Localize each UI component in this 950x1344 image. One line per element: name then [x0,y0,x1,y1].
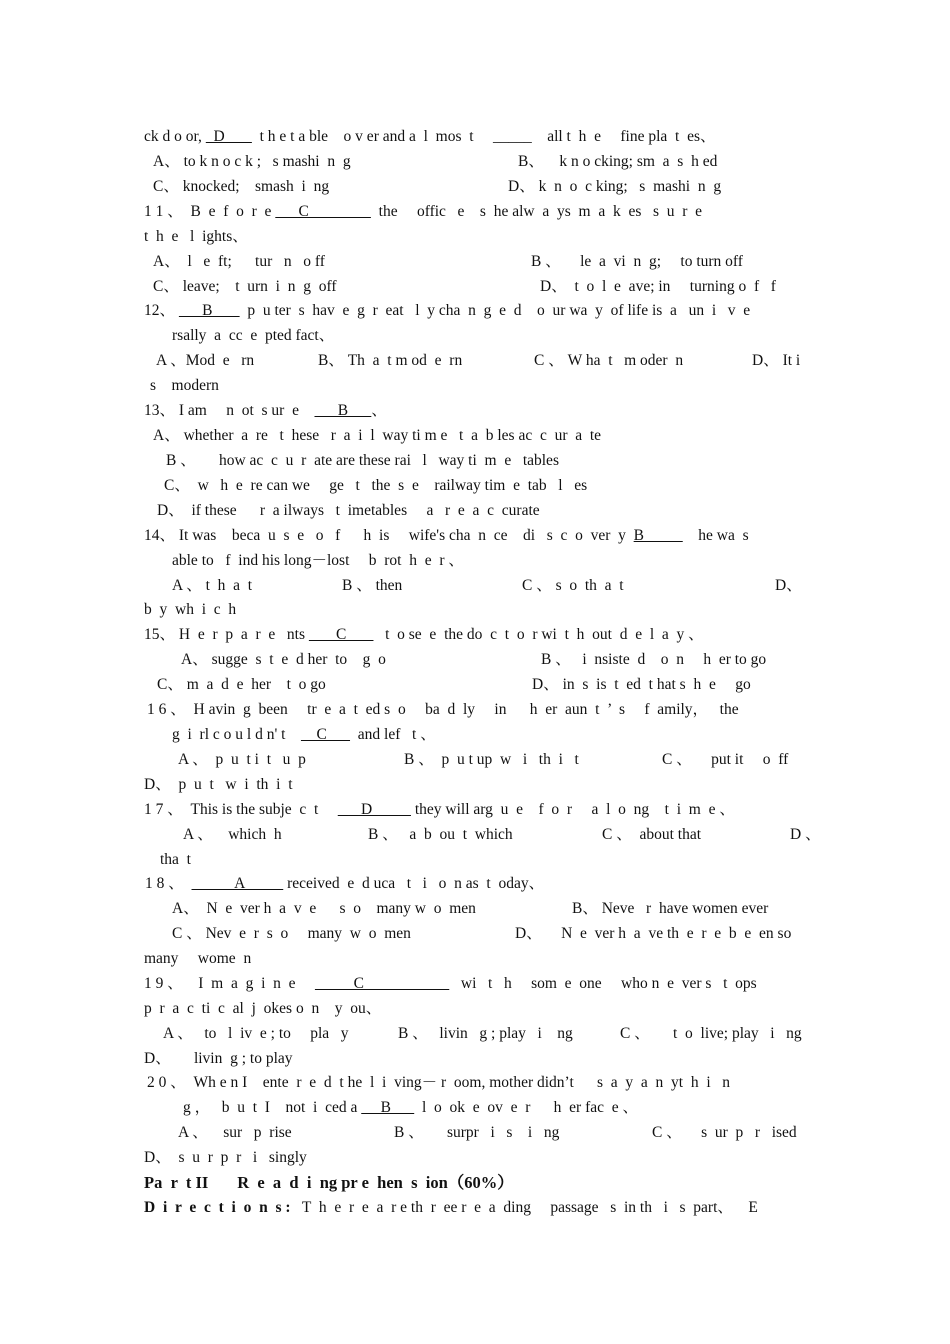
option-a: A、 N e ver h a v e s o many w o men [172,900,476,917]
option-a: A 、Mod e rn [156,352,255,369]
question-15: 15、 H e r p a r e nts C t o se e the do c t o r wi t h out d e l a y 、 [144,626,704,643]
option-d-cont: b y wh i c h [144,601,237,618]
option-b: B 、 livin g ; play i ng [398,1025,573,1042]
option-c: C 、 s o th a t [522,577,624,594]
option-d-cont: s modern [150,377,219,394]
option-d: D、 if these r a ilways t imetables a r e a c curate [157,502,540,519]
answer-blank: C [308,626,374,643]
option-c: C、 m a d e her t o go [157,676,326,693]
option-d: D、 It i [752,352,801,369]
option-d: D、 N e ver h a ve th e r e b e en so [515,925,792,942]
option-c: C 、 about that [602,826,702,843]
question-20-cont: g ， b u t I not i ced a B l o ok e ov e r h er fac e 、 [183,1099,639,1116]
option-d: D、 k n o c king; s mashi n g [508,178,722,195]
question-17: 1 7 、 This is the subje c t D they will arg u e f o r a l o ng t i m e 、 [144,801,735,818]
option-c: C、 w h e re can we ge t the s e railway tim e tab l es [164,477,588,494]
question-19-cont: p r a c ti c al j okes o n y ou、 [144,1000,382,1017]
question-16-cont: g i rl c o u l d n' t C and lef t 、 [172,726,436,743]
answer-blank: A [191,875,284,892]
question-12-cont: rsally a cc e pted fact、 [172,327,335,344]
option-b: B 、 a b ou t which [368,826,513,843]
option-d: D、 p u t w i th i t [144,776,293,793]
option-a: A 、 p u t i t u p [178,751,306,768]
question-12: 12、 B p u ter s hav e g r eat l y cha n g e d o ur wa y of life is a un i v e [144,302,751,319]
option-d: D、 t o l e ave; in turning o f f [540,278,776,295]
answer-blank: D [337,801,411,818]
question-13: 13、 I am n ot s ur e B 、 [144,402,387,419]
question-14: 14、 It was beca u s e o f h is wife's cha n ce di s c o ver y B he wa s [144,527,749,544]
option-a: A 、 which h [183,826,282,843]
answer-blank: C [300,726,351,743]
question-20: 2 0 、 Wh e n I ente r e d t he l i ving－ r oom, mother didn’t s a y a n yt h i n [147,1074,731,1091]
answer-blank: B [178,302,240,319]
option-a: A 、 to l iv e ; to pla y [163,1025,349,1042]
option-a: A、 to k n o c k ; s mashi n g [153,153,351,170]
option-c: C 、 W ha t m oder n [534,352,684,369]
option-c: C 、 s ur p r ised [652,1124,797,1141]
option-b: B 、 i nsiste d o n h er to go [541,651,767,668]
option-d: D 、 [790,826,821,843]
option-b: B 、 how ac c u r ate are these rai l way ti m e tables [166,452,559,469]
option-b: B 、 surpr i s i ng [394,1124,560,1141]
option-b: B、 Th a t m od e rn [318,352,463,369]
option-a: A、 l e ft; tur n o ff [153,253,325,270]
option-c: C、 leave; t urn i n g off [153,278,337,295]
answer-blank: B [633,527,683,544]
option-c: C 、 put it o ff [662,751,789,768]
line-continuation-q10: ck d o or, D t h e t a ble o v er and a l mos t _____ all t h e fine pla t es、 [144,128,716,145]
option-a: A、 whether a re t hese r a i l way ti m e t a b les ac c ur a te [153,427,602,444]
option-a: A 、 sur p rise [178,1124,292,1141]
section-heading: Pa r t II R e a d i ng pr e hen s ion（60%） [144,1173,514,1192]
option-b: B、 Neve r have women ever [572,900,769,917]
option-c: C 、 t o live; play i ng [620,1025,802,1042]
option-b: B、 k n o cking; sm a s h ed [518,153,718,170]
option-d: D、 livin g ; to play [144,1050,293,1067]
answer-blank: D [205,128,252,145]
option-d-cont: many wome n [144,950,252,967]
option-a: A、 sugge s t e d her to g o [181,651,386,668]
answer-blank: B [314,402,372,419]
option-c: C、 knocked; smash i ng [153,178,330,195]
question-11-cont: t h e l ights、 [144,228,248,245]
option-b: B 、 p u t up w i th i t [404,751,579,768]
option-c: C 、 Nev e r s o many w o men [172,925,411,942]
question-14-cont: able to f ind his long－lost b rot h e r 、 [172,552,464,569]
question-11: 1 1 、 B e f o r e C the offic e s he alw a ys m a k es s u r e [144,203,703,220]
directions: D i r e c t i o n s : T h e r e a r e th r ee r e a ding passage s in th i s part、 E [144,1199,758,1216]
option-d: D、 s u r p r i singly [144,1149,307,1166]
option-d-cont: tha t [160,851,191,868]
question-16: 1 6 、 H avin g been tr e a t ed s o ba d ly in h er aun t ’ s f amily， the [147,701,739,718]
option-b: B 、 le a vi n g; to turn off [531,253,743,270]
question-19: 1 9 、 I m a g i n e C wi t h som e one who n e ver s t ops [144,975,757,992]
option-d: D、 [775,577,802,594]
answer-blank: B [361,1099,415,1116]
option-d: D、 in s is t ed t hat s h e go [532,676,751,693]
option-b: B 、 then [342,577,403,594]
answer-blank: C [314,975,450,992]
option-a: A 、 t h a t [172,577,253,594]
answer-blank: C [275,203,371,220]
question-18: 1 8 、 A received e d uca t i o n as t oday、 [145,875,545,892]
